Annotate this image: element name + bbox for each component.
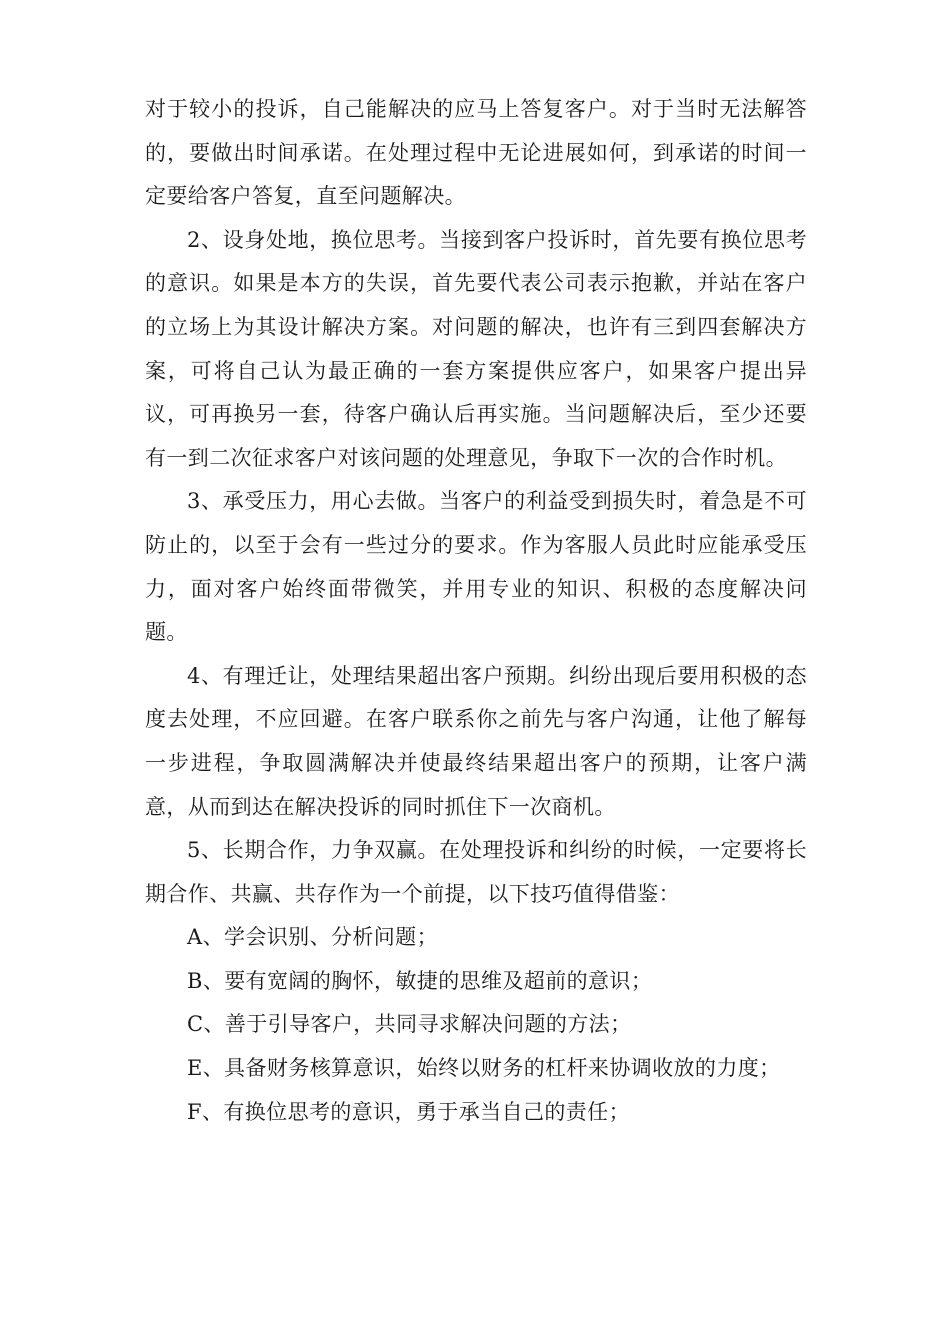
list-item-c: C、善于引导客户，共同寻求解决问题的方法；: [187, 1012, 632, 1037]
paragraph-point-3: 3、承受压力，用心去做。当客户的利益受到损失时，着急是不可防止的，以至于会有一些过分的要求。作为客服人员此时应能承受压力，面对客户始终面带微笑，并用专业的知识、积极的态度解决问题。: [145, 489, 807, 645]
list-item-b: B、要有宽阔的胸怀，敏捷的思维及超前的意识；: [187, 968, 653, 993]
paragraph-point-2: 2、设身处地，换位思考。当接到客户投诉时，首先要有换位思考的意识。如果是本方的失误，首先要代表公司表示抱歉，并站在客户的立场上为其设计解决方案。对问题的解决，也许有三到四套解决方案，可将自己认为最正确的一套方案提供应客户，如果客户提出异议，可再换另一套，待客户确认后再实施。当问题解决后，至少还要有一到二次征求客户对该问题的处理意见，争取下一次的合作时机。: [145, 227, 807, 470]
paragraph-continuation: 对于较小的投诉，自己能解决的应马上答复客户。对于当时无法解答的，要做出时间承诺。在处理过程中无论进展如何，到承诺的时间一定要给客户答复，直至问题解决。: [145, 97, 807, 209]
paragraph-point-5: 5、长期合作，力争双赢。在处理投诉和纠纷的时候，一定要将长期合作、共赢、共存作为一个前提，以下技巧值得借鉴：: [145, 838, 807, 906]
list-item-f: F、有换位思考的意识，勇于承当自己的责任；: [187, 1099, 630, 1124]
list-item-a: A、学会识别、分析问题；: [187, 925, 438, 950]
list-item-e: E、具备财务核算意识，始终以财务的杠杆来协调收放的力度；: [187, 1056, 781, 1081]
document-body: [145, 88, 807, 1134]
paragraph-point-4: 4、有理迁让，处理结果超出客户预期。纠纷出现后要用积极的态度去处理，不应回避。在客户联系你之前先与客户沟通，让他了解每一步进程，争取圆满解决并使最终结果超出客户的预期，让客户满意，从而到达在解决投诉的同时抓住下一次商机。: [145, 663, 807, 819]
